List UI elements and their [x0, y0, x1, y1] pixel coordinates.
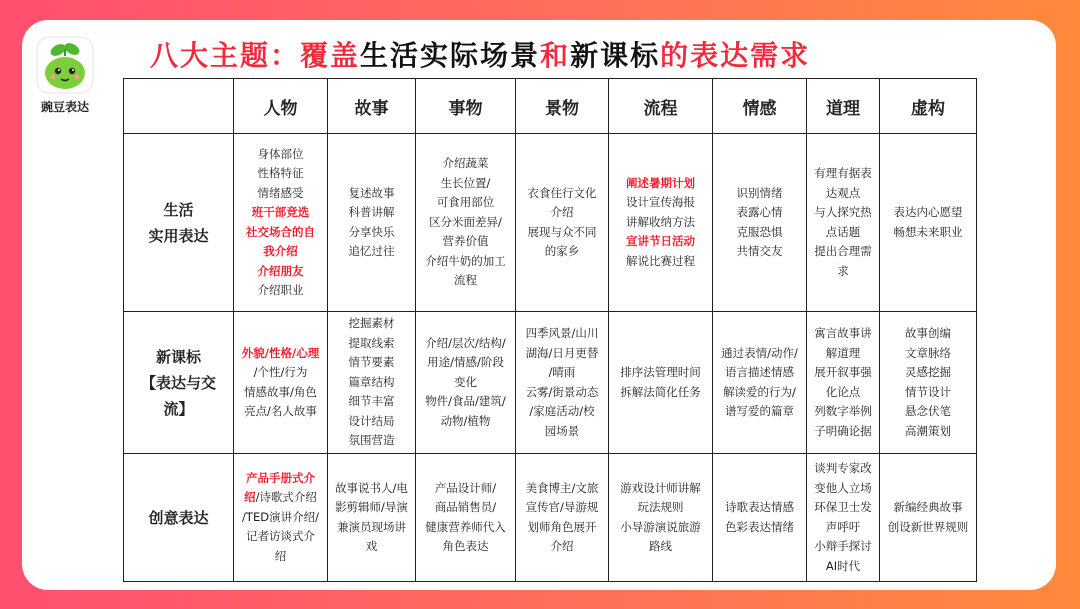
- title-part-6: 的表达需求: [660, 39, 811, 72]
- column-header: 虚构: [880, 79, 977, 134]
- cell-line: 故事创编: [905, 326, 951, 340]
- cell-line: 介绍: [550, 539, 574, 553]
- cell-line: 性格特征: [257, 166, 304, 180]
- cell-line: 角色表达: [442, 539, 489, 553]
- cell-line: 创设新世界规则: [887, 519, 969, 534]
- cell-line: 氛围营造: [348, 433, 395, 448]
- cell-line: 物件/食品/建筑/: [425, 394, 506, 409]
- table-cell: [713, 454, 807, 582]
- cell-line: 展现与众不同: [527, 224, 597, 239]
- cell-line: 化论点: [825, 384, 861, 399]
- cell-line: 动物/植物: [440, 413, 491, 428]
- cell-line: 记者访谈式介: [246, 529, 315, 544]
- table-cell: [880, 454, 977, 582]
- cell-line: 谈判专家改: [814, 461, 872, 475]
- cell-line: 科普讲解: [348, 205, 395, 219]
- row-header: [124, 312, 234, 454]
- cell-line: 色彩表达情绪: [725, 519, 794, 534]
- cell-line: 兼演员现场讲: [337, 519, 406, 534]
- cell-line: 提出合理需: [814, 244, 872, 258]
- cell-line: 流程: [454, 273, 477, 288]
- table-cell: [609, 134, 713, 312]
- row-header-line: 创意表达: [148, 508, 209, 527]
- cell-line: 细节丰富: [348, 394, 395, 409]
- cell-line: 湖海/日月更替: [525, 345, 599, 360]
- corner-cell: [124, 79, 234, 134]
- cell-line: 绍: [274, 548, 287, 563]
- cell-line: 克服恐惧: [736, 224, 783, 239]
- cell-line: 复述故事: [348, 185, 395, 200]
- cell-line: 美食博主/文旅: [525, 480, 599, 495]
- cell-line: 变化: [454, 374, 477, 389]
- cell-line: 高潮策划: [905, 423, 951, 438]
- cell-line: 寓言故事讲: [814, 326, 872, 340]
- cell-line: 戏: [365, 539, 378, 553]
- cell-line: 阐述暑期计划: [626, 175, 695, 190]
- cell-line: 宣传官/导游规: [525, 500, 599, 514]
- cell-line: 畅想未来职业: [893, 224, 963, 239]
- cell-line: 挖掘素材: [348, 316, 395, 331]
- cell-line: 文章脉络: [905, 345, 951, 360]
- cell-line: 篇章结构: [348, 374, 395, 389]
- cell-line: 解说比赛过程: [626, 253, 695, 268]
- cell-line: 解道理: [825, 345, 861, 360]
- pea-mascot-logo-icon: [36, 36, 94, 94]
- cell-line: 影剪辑师/导演: [335, 500, 408, 514]
- cell-line: /TED演讲介绍/: [242, 509, 319, 524]
- column-header: 情感: [713, 79, 807, 134]
- table-row: [124, 312, 977, 454]
- row-header: [124, 134, 234, 312]
- table-cell: [609, 312, 713, 454]
- cell-line: 新编经典故事: [893, 500, 963, 514]
- cell-line: 介绍朋友: [257, 263, 304, 278]
- cell-line: 可食用部位: [436, 195, 495, 210]
- column-header: 道理: [807, 79, 880, 134]
- table-cell: [516, 312, 609, 454]
- cell-line: 生长位置/: [440, 175, 491, 190]
- table-cell: [416, 454, 516, 582]
- cell-line: 介绍牛奶的加工: [425, 253, 506, 268]
- cell-line: 园场景: [544, 423, 580, 438]
- cell-line: 求: [837, 263, 849, 278]
- cell-line: 区分米面差异/: [429, 214, 502, 229]
- row-header-line: 流】: [163, 399, 194, 418]
- cell-line: 谱写爱的篇章: [725, 404, 794, 418]
- table-cell: [880, 312, 977, 454]
- table-cell: [516, 134, 609, 312]
- cell-line: 游戏设计师讲解: [620, 480, 701, 495]
- cell-line: 划师角色展开: [527, 519, 597, 534]
- cell-line: 小导游演说旅游: [620, 519, 701, 534]
- cell-line: 列数字举例: [814, 404, 872, 418]
- table-cell: [713, 134, 807, 312]
- cell-line: 情节设计: [905, 384, 951, 399]
- cell-line: 班干部竞选: [251, 205, 310, 219]
- table-cell: [807, 134, 880, 312]
- cell-line: 衣食住行文化: [527, 185, 597, 200]
- cell-line: 介绍职业: [257, 283, 304, 297]
- cell-line: 情感故事/角色: [244, 384, 317, 399]
- row-header: [124, 454, 234, 582]
- title-part-1: 八大主题：: [150, 39, 301, 72]
- table-cell: [807, 454, 880, 582]
- header-row: [124, 79, 977, 134]
- cell-line: 分享快乐: [348, 224, 395, 239]
- cell-line: /晴雨: [548, 365, 576, 379]
- cell-line: 外貌/性格/心理: [241, 345, 320, 360]
- table-cell: [328, 312, 416, 454]
- cell-line: 达观点: [825, 185, 861, 200]
- table-cell: [609, 454, 713, 582]
- cell-line: 我介绍: [263, 244, 298, 258]
- table-cell: [416, 134, 516, 312]
- column-header: 人物: [234, 79, 328, 134]
- title-part-5: 新课标: [570, 39, 661, 72]
- cell-line: 介绍: [550, 205, 574, 219]
- cell-line: 语言描述情感: [725, 365, 794, 379]
- cell-line: 诗歌表达情感: [725, 500, 794, 514]
- row-header-line: 新课标: [155, 347, 201, 366]
- cell-line-rest: /诗歌式介绍: [255, 490, 317, 505]
- table-cell: [416, 312, 516, 454]
- cell-line: 身体部位: [257, 146, 304, 161]
- table-cell: [328, 134, 416, 312]
- table-cell: [880, 134, 977, 312]
- cell-line: 营养价值: [442, 234, 489, 249]
- table-cell: [234, 312, 328, 454]
- cell-line: 提取线索: [348, 335, 395, 350]
- cell-line: 产品设计师/: [434, 480, 497, 495]
- table-cell: [234, 134, 328, 312]
- cell-line: /家庭活动/校: [529, 404, 595, 418]
- table-cell: [234, 454, 328, 582]
- cell-line: 通过表情/动作/: [721, 345, 798, 360]
- table-row: [124, 454, 977, 582]
- cell-line: 灵感挖掘: [905, 365, 951, 379]
- row-header-line: 生活: [163, 200, 194, 219]
- cell-line: 排序法管理时间: [620, 365, 701, 379]
- cell-line: 解读爱的行为/: [723, 384, 796, 399]
- cell-line: 展开叙事强: [814, 365, 872, 379]
- cell-line: 亮点/名人故事: [244, 404, 317, 418]
- themes-table: [123, 78, 977, 582]
- column-header: 景物: [516, 79, 609, 134]
- cell-line: 情节要素: [348, 355, 395, 370]
- cell-line: /个性/行为: [253, 365, 308, 379]
- table-row: [124, 134, 977, 312]
- brand-name: 豌豆表达: [40, 100, 89, 114]
- table-cell: [807, 312, 880, 454]
- cell-line: 路线: [649, 539, 672, 553]
- cell-line: 悬念伏笔: [905, 404, 951, 418]
- cell-line: 情绪感受: [257, 185, 304, 200]
- cell-line: 健康营养师代入: [425, 519, 506, 534]
- cell-line: 点话题: [825, 224, 861, 239]
- cell-line: 拆解法简化任务: [620, 384, 701, 399]
- page-title: [150, 36, 810, 76]
- title-part-3: 生活实际场景: [360, 39, 541, 72]
- cell-line: 追忆过往: [348, 244, 395, 258]
- cell-line: 变他人立场: [814, 480, 872, 495]
- cell-line: 声呼吁: [825, 519, 861, 534]
- cell-line: 介绍/层次/结构/: [425, 335, 506, 350]
- title-part-2: 覆盖: [300, 39, 361, 72]
- cell-line: 与人探究热: [814, 205, 872, 219]
- table-cell: [713, 312, 807, 454]
- cell-line: 共情交友: [736, 244, 783, 258]
- row-header-line: 【表达与交: [140, 373, 216, 392]
- table-cell: [328, 454, 416, 582]
- cell-line: [236, 488, 325, 508]
- cell-line: 环保卫士发: [814, 500, 872, 514]
- cell-line: 商品销售员/: [434, 500, 497, 514]
- cell-line: 产品手册式介: [246, 470, 315, 485]
- title-part-4: 和: [540, 39, 571, 72]
- cell-line: 用途/情感/阶段: [427, 355, 504, 370]
- table-cell: [516, 454, 609, 582]
- cell-line: 的家乡: [544, 244, 580, 258]
- row-header-line: 实用表达: [148, 226, 209, 245]
- cell-line: 介绍蔬菜: [442, 156, 489, 171]
- cell-line: 玩法规则: [637, 500, 684, 514]
- cell-line: 有理有据表: [814, 166, 872, 180]
- cell-line: 社交场合的自: [246, 224, 315, 239]
- cell-line: 表达内心愿望: [893, 205, 963, 219]
- cell-line: AI时代: [825, 558, 861, 573]
- cell-line: 识别情绪: [736, 185, 783, 200]
- cell-line: 四季风景/山川: [525, 326, 599, 340]
- column-header: 流程: [609, 79, 713, 134]
- cell-line: 设计结局: [348, 413, 395, 428]
- cell-line: 云雾/街景动态: [525, 384, 599, 399]
- cell-line: 故事说书人/电: [335, 480, 408, 495]
- column-header: 故事: [328, 79, 416, 134]
- cell-line: 表露心情: [736, 205, 783, 219]
- cell-line-highlight: 绍: [244, 490, 256, 505]
- column-header: 事物: [416, 79, 516, 134]
- cell-line: 小辩手探讨: [814, 539, 872, 553]
- cell-line: 子明确论据: [814, 423, 872, 438]
- cell-line: 讲解收纳方法: [626, 214, 695, 229]
- cell-line: 宣讲节日活动: [626, 234, 695, 249]
- cell-line: 设计宣传海报: [626, 195, 695, 210]
